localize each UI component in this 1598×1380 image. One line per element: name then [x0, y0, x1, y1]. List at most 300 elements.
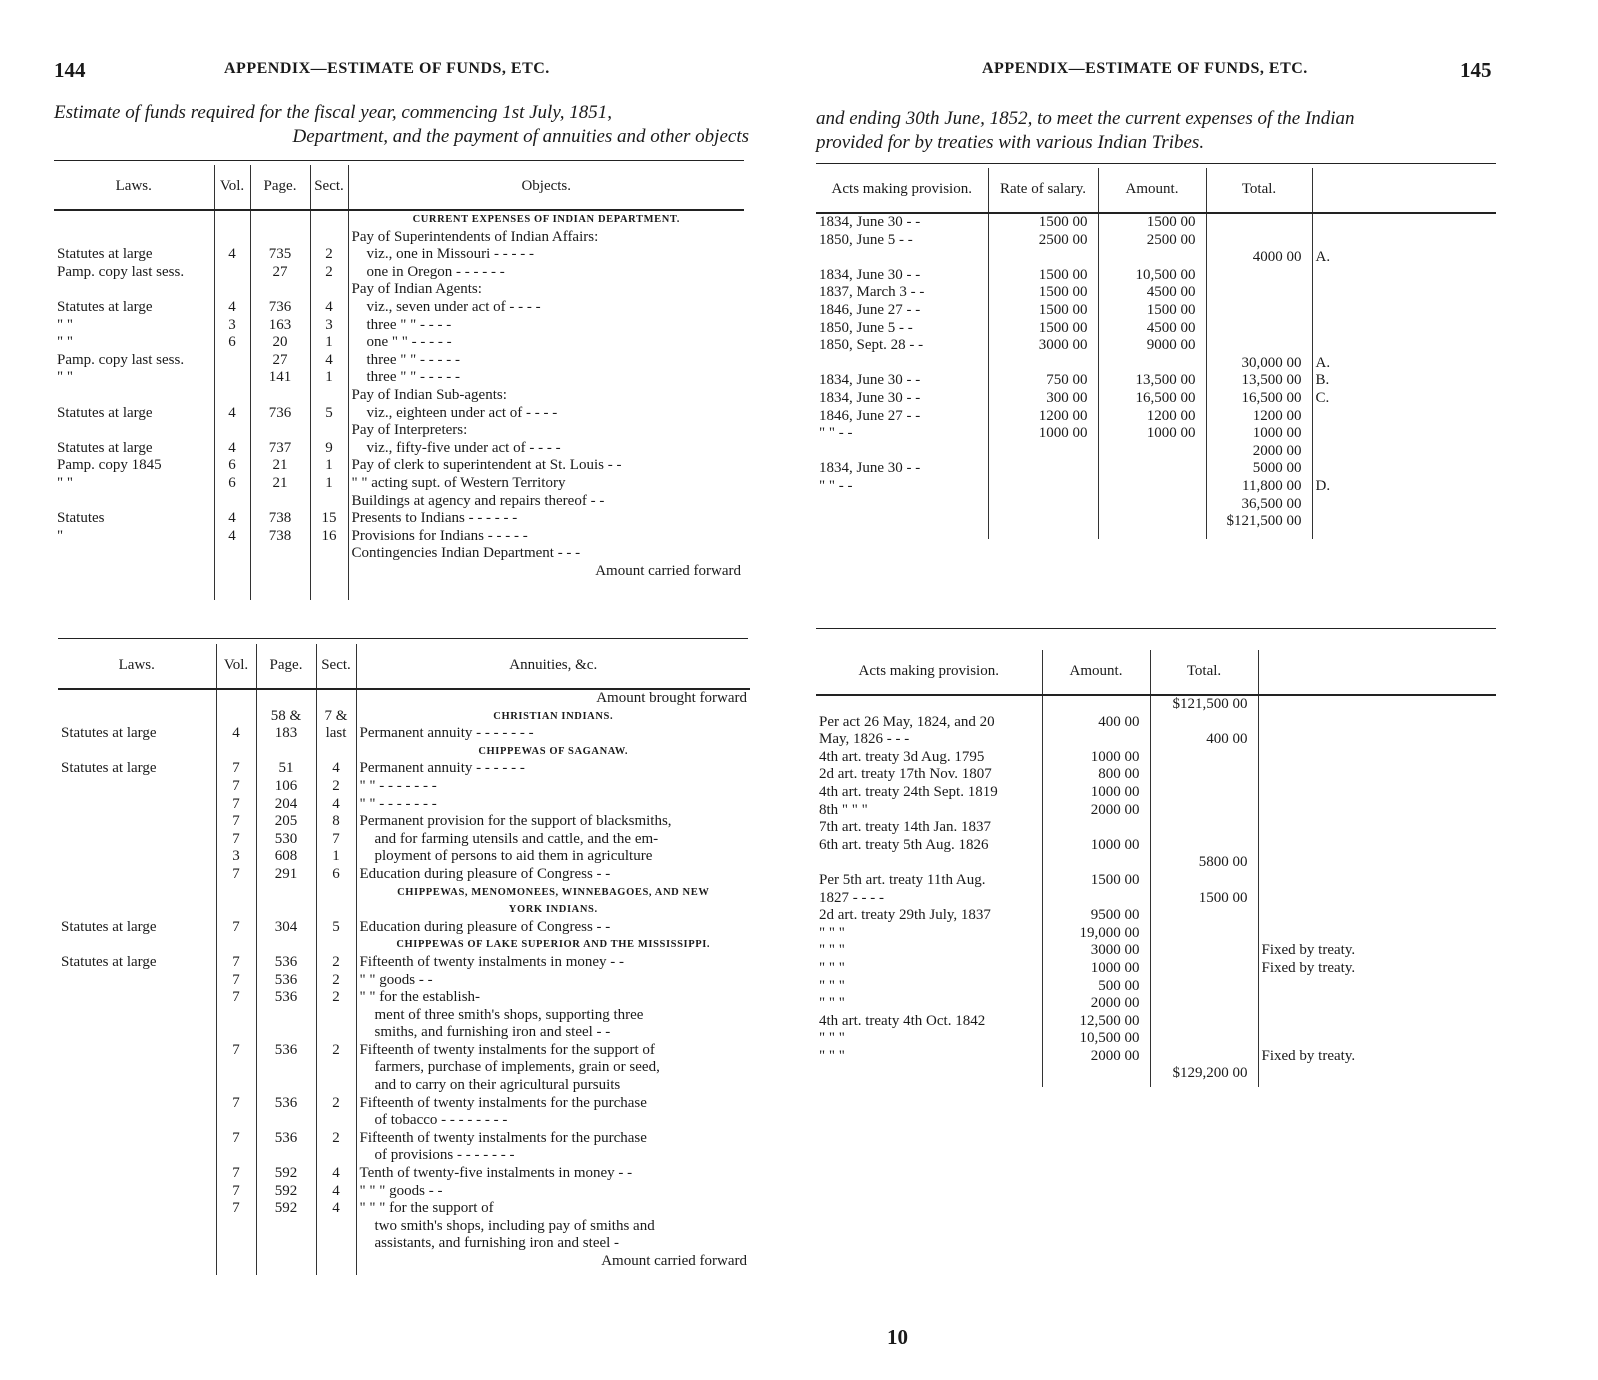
table-cell — [214, 387, 250, 405]
table-row — [58, 1024, 750, 1042]
table-cell — [1150, 819, 1258, 837]
table-cell: Buildings at agency and repairs thereof - - — [348, 493, 744, 511]
table-cell — [58, 796, 216, 814]
table-row — [58, 1130, 750, 1148]
table-cell — [1258, 1083, 1496, 1087]
table-cell: Fifteenth of twenty instalments for the support of — [356, 1042, 750, 1060]
table-cell — [1150, 1083, 1258, 1087]
table-cell: Fixed by treaty. — [1258, 1048, 1496, 1066]
table-cell: viz., fifty-five under act of - - - - — [348, 440, 744, 458]
table-cell — [256, 743, 316, 761]
table-cell: $121,500 00 — [1206, 513, 1312, 531]
table-cell: $129,200 00 — [1150, 1065, 1258, 1083]
table-cell — [1312, 496, 1496, 514]
table-cell — [54, 210, 214, 229]
table-cell — [58, 743, 216, 761]
right-table1-top-rule — [816, 163, 1496, 164]
table-cell: May, 1826 - - - — [819, 731, 910, 748]
table-cell — [58, 989, 216, 1007]
table-cell: Fixed by treaty. — [1258, 960, 1496, 978]
table-cell — [310, 210, 348, 229]
table-cell: 536 — [256, 1095, 316, 1113]
table-cell: 592 — [256, 1200, 316, 1218]
table-cell — [1312, 320, 1496, 338]
table-cell: " " - - — [819, 477, 853, 494]
table-cell: 1200 00 — [1098, 408, 1206, 426]
table-cell: $121,500 00 — [1150, 695, 1258, 714]
table-row — [54, 563, 744, 581]
table-row — [816, 837, 1496, 855]
table-row — [816, 731, 1496, 749]
table-cell — [250, 387, 310, 405]
table-cell: 1850, June 5 - - — [819, 231, 913, 248]
table-cell — [1312, 232, 1496, 250]
table-cell: Amount carried forward — [356, 1253, 750, 1271]
table-cell: three " " - - - - - — [348, 369, 744, 387]
table-cell: " " - - - - - - - — [356, 796, 750, 814]
table-cell: Permanent annuity - - - - - - — [356, 760, 750, 778]
table-cell: 2 — [316, 778, 356, 796]
table-cell: " " for the establish- — [356, 989, 750, 1007]
table-cell: 536 — [256, 972, 316, 990]
table-cell: " " " goods - - — [356, 1183, 750, 1201]
table-row — [58, 725, 750, 743]
table-cell: 291 — [256, 866, 316, 884]
table-cell — [1312, 302, 1496, 320]
left-page — [0, 0, 790, 1380]
table-cell: 7 — [216, 778, 256, 796]
table-cell — [1150, 872, 1258, 890]
table-row — [816, 408, 1496, 426]
table-cell: ployment of persons to aid them in agriculture — [356, 848, 750, 866]
table-cell: 2 — [316, 1095, 356, 1113]
table-cell: " " " — [819, 1047, 845, 1064]
table-cell: 1500 00 — [988, 284, 1098, 302]
table-row — [58, 831, 750, 849]
table-cell — [1150, 714, 1258, 732]
table-cell: 141 — [250, 369, 310, 387]
table-cell: and for farming utensils and cattle, and the em- — [356, 831, 750, 849]
table-cell: " " " — [819, 1030, 845, 1047]
table-cell: 19,000 00 — [1042, 925, 1150, 943]
table-cell — [1098, 513, 1206, 531]
table-cell: Amount brought forward — [356, 689, 750, 708]
table-cell: assistants, and furnishing iron and steel - — [356, 1235, 750, 1253]
table-row — [54, 246, 744, 264]
table-cell — [816, 695, 1042, 714]
table-cell — [1312, 443, 1496, 461]
table-cell: " " acting supt. of Western Territory — [348, 475, 744, 493]
table-cell: Permanent annuity - - - - - - - — [356, 725, 750, 743]
table-cell — [988, 531, 1098, 539]
table-cell — [1312, 337, 1496, 355]
table-cell — [58, 1059, 216, 1077]
table-row — [54, 422, 744, 440]
table-row — [54, 387, 744, 405]
table-cell: 2000 00 — [1042, 802, 1150, 820]
table-cell: D. — [1312, 478, 1496, 496]
column-header: Amount. — [1042, 650, 1150, 695]
table-cell — [1042, 1083, 1150, 1087]
table-cell — [58, 689, 216, 708]
table-cell — [1258, 837, 1496, 855]
table-row — [54, 475, 744, 493]
table-cell — [216, 936, 256, 954]
table-row — [58, 689, 750, 708]
table-cell — [1150, 1030, 1258, 1048]
table-cell: Tenth of twenty-five instalments in money - - — [356, 1165, 750, 1183]
table-cell — [256, 1007, 316, 1025]
table-cell: 2500 00 — [988, 232, 1098, 250]
table-cell: Pay of Interpreters: — [348, 422, 744, 440]
table-cell — [316, 1147, 356, 1165]
column-header: Acts making provision. — [816, 650, 1042, 695]
table-row — [54, 493, 744, 511]
table-cell: " " " — [819, 995, 845, 1012]
table-cell: 1000 00 — [1042, 837, 1150, 855]
table-cell — [310, 422, 348, 440]
column-header: Laws. — [54, 165, 214, 210]
table-cell — [310, 580, 348, 600]
table-row — [58, 1200, 750, 1218]
left-running-head: APPENDIX—ESTIMATE OF FUNDS, ETC. — [224, 60, 550, 77]
table-cell — [256, 1112, 316, 1130]
table-row — [816, 513, 1496, 531]
table-cell: 1000 00 — [1206, 425, 1312, 443]
table-cell: 1 — [310, 475, 348, 493]
table-cell — [316, 884, 356, 902]
table-cell: 7 — [216, 796, 256, 814]
table-cell — [1150, 766, 1258, 784]
table-row — [816, 890, 1496, 908]
table-cell: 11,800 00 — [1206, 478, 1312, 496]
table-cell — [816, 531, 988, 539]
table-cell — [316, 1235, 356, 1253]
right-page-number: 145 — [1460, 58, 1492, 82]
table-cell — [58, 1165, 216, 1183]
table-cell — [256, 936, 316, 954]
table-row — [58, 1235, 750, 1253]
table-cell: 3 — [214, 317, 250, 335]
table-cell — [816, 355, 988, 373]
table-cell — [250, 580, 310, 600]
table-cell — [58, 972, 216, 990]
table-cell: 4500 00 — [1098, 320, 1206, 338]
table-cell: 1834, June 30 - - — [819, 389, 921, 406]
table-row — [58, 1112, 750, 1130]
table-cell: 1850, Sept. 28 - - — [819, 337, 924, 354]
table-cell — [58, 1112, 216, 1130]
table-cell — [1150, 907, 1258, 925]
table-cell: 4 — [316, 1200, 356, 1218]
table-cell — [316, 901, 356, 919]
table-cell — [216, 1059, 256, 1077]
table-row — [816, 1030, 1496, 1048]
table-cell — [348, 580, 744, 600]
table-cell: B. — [1312, 372, 1496, 390]
table-row — [58, 989, 750, 1007]
table-cell — [816, 496, 988, 514]
table-cell: Education during pleasure of Congress - - — [356, 866, 750, 884]
table-row — [58, 1042, 750, 1060]
table-cell: 205 — [256, 813, 316, 831]
table-cell: 30,000 00 — [1206, 355, 1312, 373]
table-cell: 738 — [250, 528, 310, 546]
table-cell: Fifteenth of twenty instalments for the purchase — [356, 1130, 750, 1148]
table-row — [58, 1183, 750, 1201]
table-row — [816, 460, 1496, 478]
table-cell — [316, 1218, 356, 1236]
table-cell: Fixed by treaty. — [1258, 942, 1496, 960]
table-cell — [58, 1007, 216, 1025]
table-cell — [1150, 837, 1258, 855]
table-cell — [1312, 267, 1496, 285]
table-cell — [58, 1271, 216, 1275]
table-row — [58, 1165, 750, 1183]
table-row — [58, 1253, 750, 1271]
table-cell: 4500 00 — [1098, 284, 1206, 302]
table-cell: 4 — [214, 405, 250, 423]
table-cell — [816, 513, 988, 531]
table-spacer-row — [54, 580, 744, 600]
table-row — [816, 766, 1496, 784]
table-cell — [216, 884, 256, 902]
column-header: Objects. — [348, 165, 744, 210]
table-row — [816, 695, 1496, 714]
table-cell: 536 — [256, 1130, 316, 1148]
table-cell — [316, 936, 356, 954]
table-cell: 4th art. treaty 3d Aug. 1795 — [819, 748, 985, 765]
table-cell: 736 — [250, 405, 310, 423]
table-cell: " " " — [819, 942, 845, 959]
table-row — [816, 942, 1496, 960]
table-cell — [1206, 284, 1312, 302]
table-cell — [1258, 819, 1496, 837]
table-cell: 13,500 00 — [1206, 372, 1312, 390]
column-header: Sect. — [316, 644, 356, 689]
table-cell: 2000 00 — [1206, 443, 1312, 461]
table-row — [54, 281, 744, 299]
table-cell: 7 — [216, 1165, 256, 1183]
table-cell: 7 — [216, 866, 256, 884]
table-cell: Pay of Indian Sub-agents: — [348, 387, 744, 405]
table-cell — [316, 1253, 356, 1271]
column-header: Annuities, &c. — [356, 644, 750, 689]
table-cell — [58, 848, 216, 866]
table-spacer-row — [816, 531, 1496, 539]
table-cell — [1258, 749, 1496, 767]
table-cell: 1 — [310, 334, 348, 352]
table-row — [54, 210, 744, 229]
table-row — [58, 1095, 750, 1113]
table-cell — [256, 1271, 316, 1275]
table-row — [816, 872, 1496, 890]
table-cell — [1042, 890, 1150, 908]
table-cell: 36,500 00 — [1206, 496, 1312, 514]
table-cell: " " — [57, 369, 73, 386]
right-caption-line1: and ending 30th June, 1852, to meet the current expenses of the Indian — [816, 108, 1355, 129]
table-cell: " " — [57, 474, 73, 491]
table-cell — [256, 1253, 316, 1271]
table-row — [816, 907, 1496, 925]
table-cell — [1312, 513, 1496, 531]
column-header: Rate of salary. — [988, 168, 1098, 213]
right-caption-line2: provided for by treaties with various Indian Tribes. — [816, 132, 1205, 153]
table-cell: 4 — [214, 246, 250, 264]
right-running-head: APPENDIX—ESTIMATE OF FUNDS, ETC. — [982, 60, 1308, 77]
table-row — [58, 1059, 750, 1077]
table-cell — [1150, 784, 1258, 802]
table-row — [816, 978, 1496, 996]
table-cell — [1258, 925, 1496, 943]
table-cell: 1500 00 — [1042, 872, 1150, 890]
table-cell — [216, 1147, 256, 1165]
table-row — [58, 954, 750, 972]
table-row — [54, 299, 744, 317]
table-cell — [1150, 942, 1258, 960]
table-cell: 1000 00 — [988, 425, 1098, 443]
table-cell — [216, 1007, 256, 1025]
table-cell: viz., eighteen under act of - - - - — [348, 405, 744, 423]
table-cell: 9500 00 — [1042, 907, 1150, 925]
table-cell: 4 — [316, 760, 356, 778]
right-table2-top-rule — [816, 628, 1496, 629]
table-cell — [316, 689, 356, 708]
table-cell — [356, 1271, 750, 1275]
table-cell — [1098, 478, 1206, 496]
table-cell — [1098, 460, 1206, 478]
table-cell: 1834, June 30 - - — [819, 460, 921, 477]
table-cell — [214, 545, 250, 563]
table-cell: and to carry on their agricultural pursuits — [356, 1077, 750, 1095]
table-cell — [54, 545, 214, 563]
table-cell — [1258, 890, 1496, 908]
table-cell: of tobacco - - - - - - - - — [356, 1112, 750, 1130]
table-cell: 7 — [216, 813, 256, 831]
table-cell: 1846, June 27 - - — [819, 407, 921, 424]
table-cell — [216, 743, 256, 761]
table-cell — [214, 229, 250, 247]
table-cell — [988, 496, 1098, 514]
table-row — [816, 749, 1496, 767]
left-page-number: 144 — [54, 58, 86, 82]
table-cell: 400 00 — [1150, 731, 1258, 749]
table-cell — [1042, 1065, 1150, 1083]
table-cell — [1258, 1030, 1496, 1048]
table-row — [816, 995, 1496, 1013]
table-row — [816, 249, 1496, 267]
table-cell — [214, 264, 250, 282]
table-cell: 7 — [216, 1042, 256, 1060]
table-cell: 2000 00 — [1042, 995, 1150, 1013]
table-cell: 4 — [214, 510, 250, 528]
table-cell — [58, 813, 216, 831]
table-cell: 1500 00 — [988, 302, 1098, 320]
table-cell — [1042, 695, 1150, 714]
table-cell: 4 — [214, 440, 250, 458]
table-cell: 7 — [216, 1200, 256, 1218]
table-cell — [1150, 978, 1258, 996]
table-cell — [256, 1235, 316, 1253]
table-cell: 592 — [256, 1165, 316, 1183]
table-row — [816, 819, 1496, 837]
table-cell: 4 — [316, 1165, 356, 1183]
table-cell: 1 — [310, 369, 348, 387]
table-cell — [250, 545, 310, 563]
table-row — [58, 1007, 750, 1025]
table-cell: 1 — [310, 457, 348, 475]
table-cell: 1000 00 — [1098, 425, 1206, 443]
table-cell: 6th art. treaty 5th Aug. 1826 — [819, 836, 989, 853]
column-header: Total. — [1206, 168, 1312, 213]
table-cell — [58, 936, 216, 954]
table-row — [816, 425, 1496, 443]
table-cell — [988, 460, 1098, 478]
table-cell: of provisions - - - - - - - — [356, 1147, 750, 1165]
table-cell: 16 — [310, 528, 348, 546]
table-cell — [316, 1112, 356, 1130]
table-cell: 1500 00 — [988, 267, 1098, 285]
table-cell — [216, 1024, 256, 1042]
table-cell: 3 — [310, 317, 348, 335]
table-cell — [316, 1271, 356, 1275]
table-cell: 750 00 — [988, 372, 1098, 390]
table-cell — [54, 563, 214, 581]
table-row — [816, 960, 1496, 978]
table-cell: 1500 00 — [988, 214, 1098, 232]
table-cell: 2 — [316, 1130, 356, 1148]
column-header: Total. — [1150, 650, 1258, 695]
column-header: Page. — [256, 644, 316, 689]
table-cell: Statutes — [57, 510, 105, 527]
table-cell — [1312, 284, 1496, 302]
table-cell: 1834, June 30 - - — [819, 372, 921, 389]
table-cell — [58, 1042, 216, 1060]
column-header: Sect. — [310, 165, 348, 210]
table-cell: 304 — [256, 919, 316, 937]
table-cell — [250, 281, 310, 299]
table-cell: viz., seven under act of - - - - — [348, 299, 744, 317]
table-cell — [1098, 443, 1206, 461]
table-cell — [310, 545, 348, 563]
table-cell — [1258, 1013, 1496, 1031]
table-cell — [216, 708, 256, 726]
table-cell: 3 — [216, 848, 256, 866]
table-cell — [1150, 802, 1258, 820]
table-cell: 16,500 00 — [1206, 390, 1312, 408]
table-cell: 2000 00 — [1042, 1048, 1150, 1066]
table-cell — [1258, 784, 1496, 802]
table-cell: Pamp. copy last sess. — [57, 263, 185, 280]
table-cell: 536 — [256, 989, 316, 1007]
table-cell: Statutes at large — [57, 439, 153, 456]
table-cell: 2 — [316, 989, 356, 1007]
table-cell — [1258, 714, 1496, 732]
table-cell — [250, 563, 310, 581]
table-cell — [1042, 854, 1150, 872]
table-cell — [250, 210, 310, 229]
table-row — [816, 784, 1496, 802]
table-cell: smiths, and furnishing iron and steel - - — [356, 1024, 750, 1042]
table-cell: 1827 - - - - — [819, 889, 884, 906]
table-cell: 1500 00 — [988, 320, 1098, 338]
table-cell: 3000 00 — [1042, 942, 1150, 960]
table-cell — [54, 422, 214, 440]
table-row — [54, 352, 744, 370]
table-row — [58, 936, 750, 954]
table-cell: Presents to Indians - - - - - - — [348, 510, 744, 528]
table-cell: 500 00 — [1042, 978, 1150, 996]
